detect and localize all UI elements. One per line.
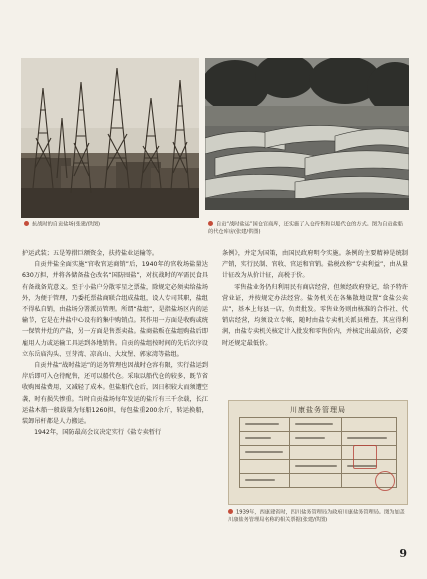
right-photo-caption: 自贡“战时盐运”国仓官商库，还实施了入仓待售和以船代仓的方式。图为自贡盐船的代仓库房(张建/供图): [208, 221, 403, 235]
salt-boats-photo: [205, 58, 409, 210]
right-text-column: [222, 248, 408, 349]
paragraph: 自贡井盐“战时盐运”的运务管理也因战时仓容有限，实行盐运到岸后即可入仓待配售，还可以船代仓。采取以船代仓的较多，既节省收购囤盐费用，又减轻了成本。但盐船代仓后，因日积较大而须遭空袭，时有损失惨重。当时自贡盐场每年发运的盐斤有三千余载，长江运盐木船一般载量为每船1260担，每包盐重200余斤，转运换船，装卸吊杆都是人力搬运。: [22, 362, 208, 426]
paragraph: 1942年，国防最高会议决定实行《盐专卖暂行: [34, 429, 162, 437]
red-seal-stamp: [353, 445, 377, 469]
salt-receipt-image: [228, 400, 408, 505]
left-text-column: [22, 248, 208, 438]
caption-bullet-icon: [228, 509, 233, 514]
caption-bullet-icon: [208, 221, 213, 226]
receipt-title: 川康盐务管理局: [290, 406, 346, 414]
salt-derricks-photo: [21, 58, 199, 218]
caption-bullet-icon: [24, 221, 29, 226]
receipt-caption: 1939年，西康建省时，四川盐务管理局为政府川康盐务管理局。图为加盖川康盐务管理局名称的相关票据(张建/供图): [228, 509, 405, 523]
paragraph: 条例》，并定为国策，由国民政府明令实施。条例的主要精神是统制产销，实行民制、官收、官运和官销。盐税改称“专卖利益”，由从量计征改为从价计征，高税于价。: [222, 250, 408, 280]
paragraph: 护运武装；五是筹措巨额资金，扶持盐业运输等。: [22, 250, 159, 257]
paragraph: 自贡井盐全面实施“官收官运商销”后，1940年的官收场盐量达630万担，并将各储备盐仓改名“国防囤盐”，对抗战时的军需民食具有备战备荒意义。至于小盐户分散零星之票盐，除规定必须卖给盐场外，为便于管理，乃委托票盐商联合组成盐组，设人专司其职，盐组不得私自销，由盐场分署派员管理。所谓“盐组”，是指盐场区内的运输节，它是在井盐中心设有的集中购销点。其作用一方面是收购或统一保管井灶的产盐，另一方面是售票卖盐。盐商盐贩在盐组购盐后即雇用人力或运输工具运到各地销售。自贡的盐组按时间的先后次序设立东岳庙沟头、豆芽湾、凉高山、大坟堡、郭家湾等盐组。: [22, 261, 208, 358]
red-seal-stamp: [375, 471, 395, 491]
paragraph: 零售盐业务仍归利用民有商店经营，但须经政府登记，给予特许营业证，并按规定办法经营。盐务机关在各集散地设置“食盐公卖店”，基本上每县一店，负责批发。零售业务则由核准的合作社、代销店经营，均须设立专帐，随时由盐专卖机关派员稽查，其应得利润，由盐专卖机关核定计入批发和零售价内，并核定出最高价，必要时还规定最低价。: [222, 283, 408, 347]
left-photo-caption: 抗战时的自贡盐场(张建/供图): [24, 221, 200, 229]
page-number: 9: [399, 547, 407, 560]
